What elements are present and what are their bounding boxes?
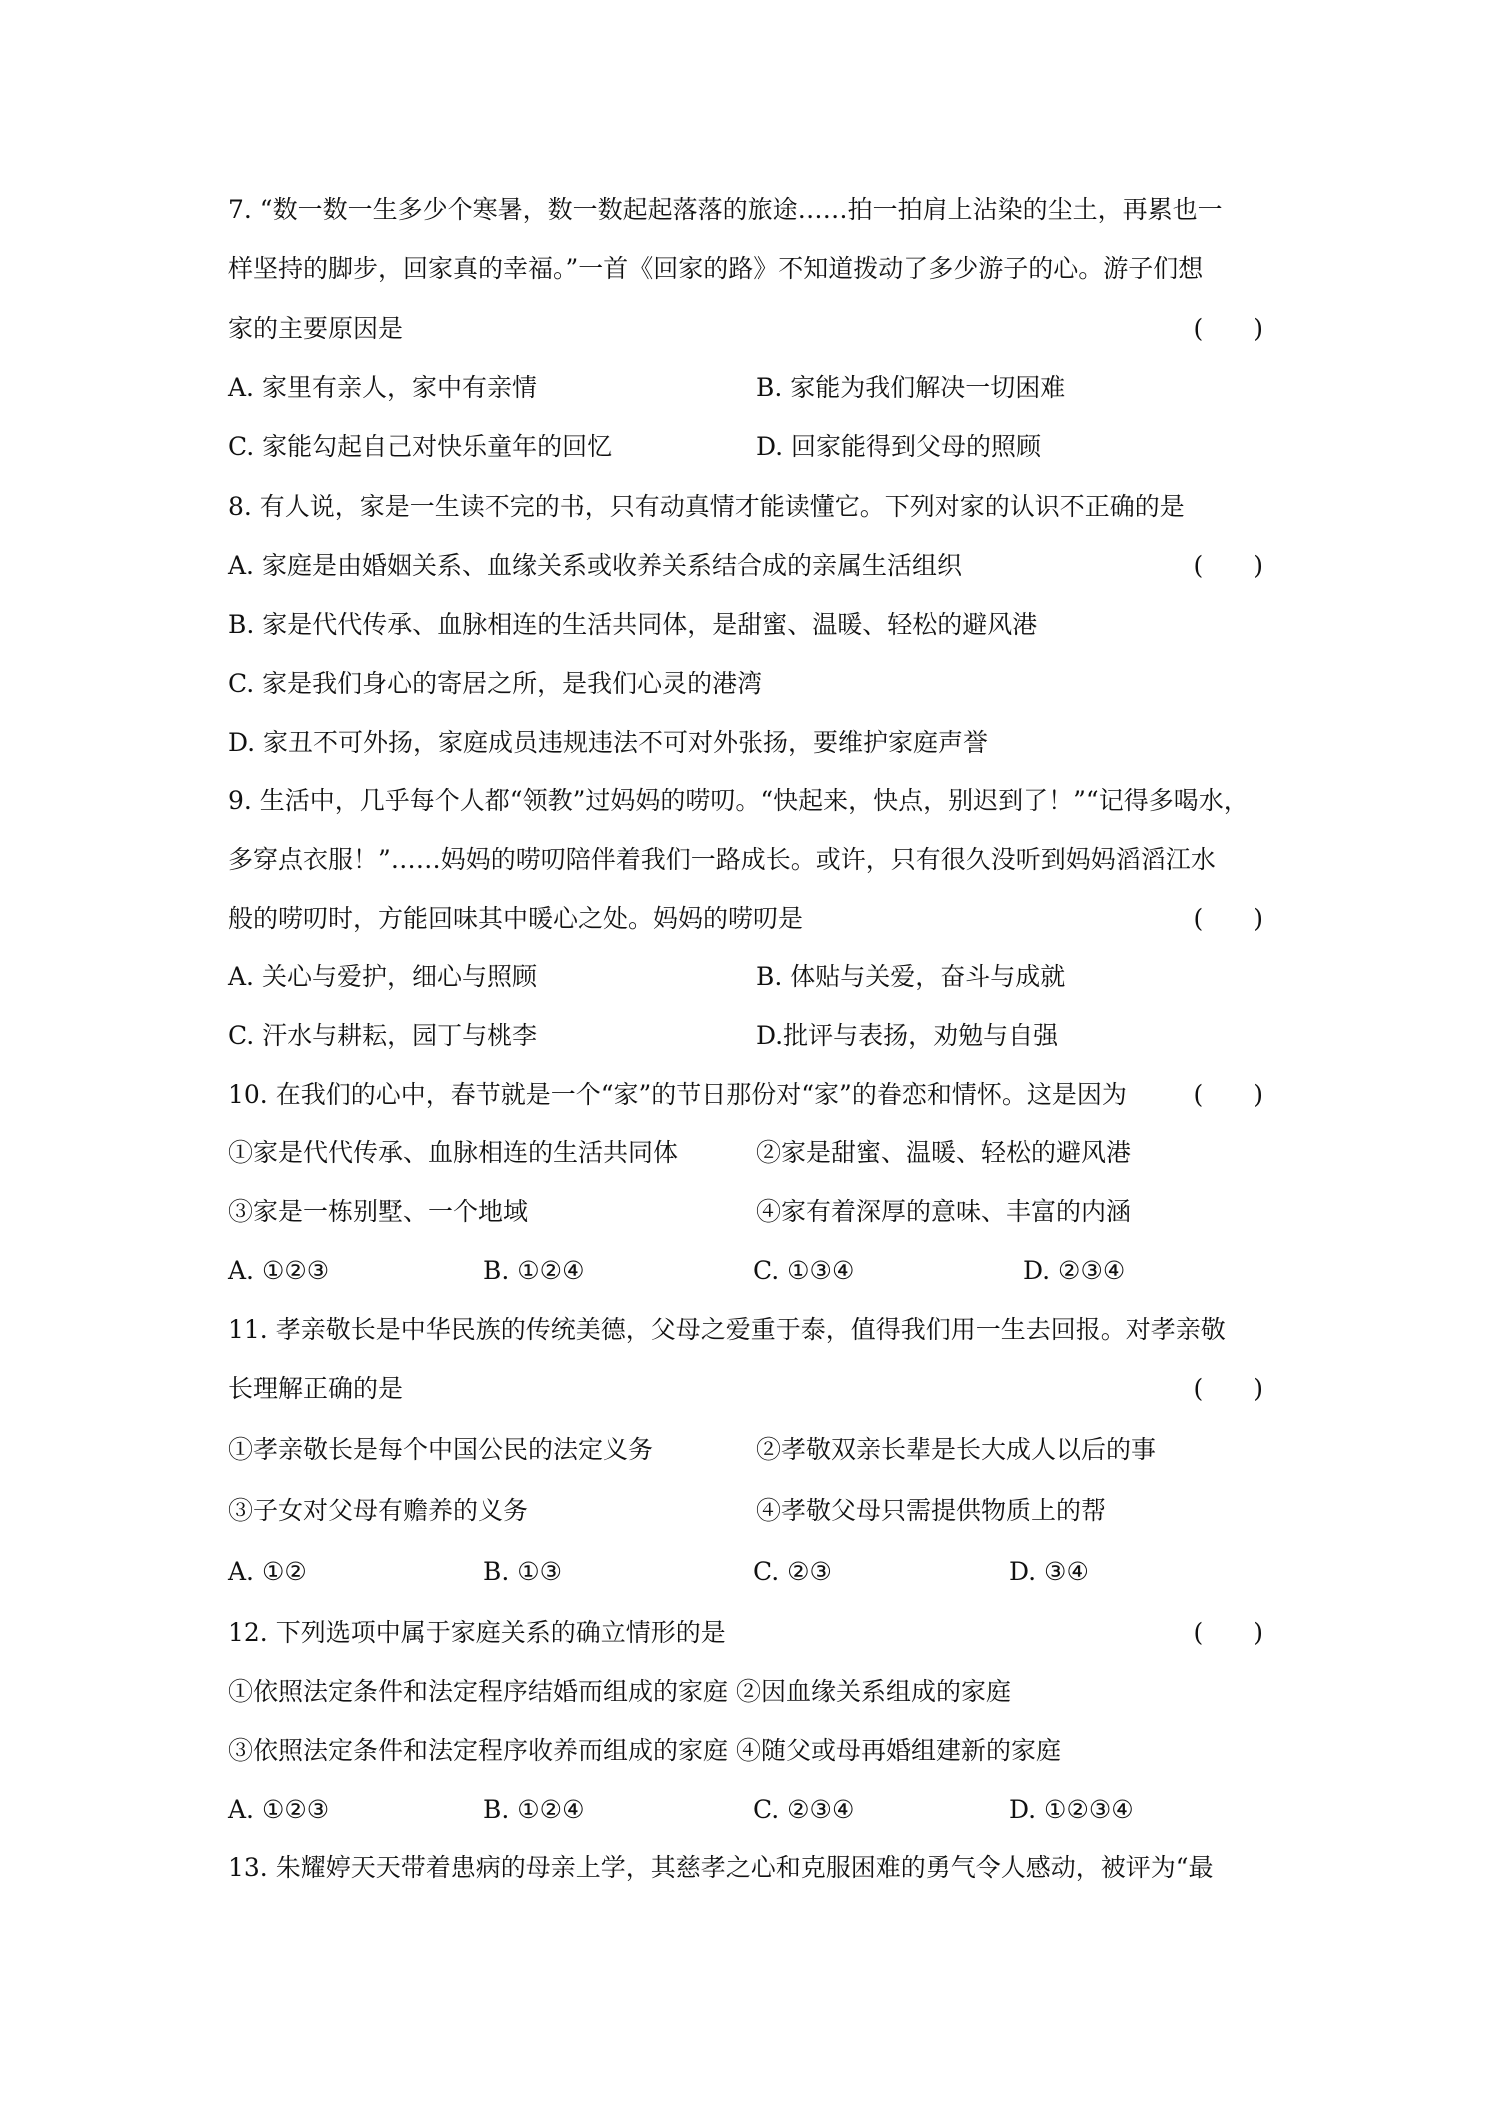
q7-answer-blank: ( ) [1193, 314, 1263, 343]
q9-option-c: C. 汗水与耕耘，园丁与桃李 [228, 1021, 538, 1050]
q12-option-d: D. ①②③④ [1009, 1795, 1134, 1824]
q11-items-row-1 [228, 1430, 1263, 1470]
q9-options-row-2 [228, 1016, 1263, 1056]
q10-items-row-1 [228, 1133, 1263, 1173]
q11-stem-line-1: 11. 孝亲敬长是中华民族的传统美德，父母之爱重于泰，值得我们用一生去回报。对孝亲敬 [228, 1315, 1226, 1344]
q10-items-row-2 [228, 1192, 1263, 1232]
q10-stem-line [228, 1075, 1263, 1115]
q11-item-3: ③子女对父母有赡养的义务 [228, 1496, 529, 1525]
q10-answer-blank: ( ) [1193, 1080, 1263, 1109]
q11-stem-line-2 [228, 1369, 1263, 1409]
q7-option-b: B. 家能为我们解决一切困难 [756, 373, 1066, 402]
q12-option-a: A. ①②③ [228, 1795, 330, 1824]
q7-stem-line-3 [228, 309, 1263, 349]
q7-option-a: A. 家里有亲人，家中有亲情 [228, 373, 537, 402]
q9-options-row-1 [228, 957, 1263, 997]
q7-option-c: C. 家能勾起自己对快乐童年的回忆 [228, 432, 613, 461]
q10-option-b: B. ①②④ [483, 1256, 585, 1285]
q11-option-c: C. ②③ [753, 1557, 832, 1586]
q9-stem-line-3 [228, 899, 1263, 939]
q9-option-d: D.批评与表扬，劝勉与自强 [756, 1021, 1059, 1050]
q9-option-b: B. 体贴与关爱，奋斗与成就 [756, 962, 1066, 991]
q9-stem-text: 般的唠叨时，方能回味其中暖心之处。妈妈的唠叨是 [228, 904, 804, 933]
q12-answer-blank: ( ) [1193, 1618, 1263, 1647]
q8-stem: 8. 有人说，家是一生读不完的书，只有动真情才能读懂它。下列对家的认识不正确的是 [228, 492, 1185, 521]
q8-option-d: D. 家丑不可外扬，家庭成员违规违法不可对外张扬，要维护家庭声誉 [228, 728, 989, 757]
q10-option-d: D. ②③④ [1023, 1256, 1126, 1285]
q11-item-1: ①孝亲敬长是每个中国公民的法定义务 [228, 1435, 654, 1464]
q12-options-row [228, 1790, 1263, 1830]
q11-stem-text: 长理解正确的是 [228, 1374, 404, 1403]
q10-options-row [228, 1251, 1263, 1291]
q9-option-a: A. 关心与爱护，细心与照顾 [228, 962, 537, 991]
q13-stem: 13. 朱耀婷天天带着患病的母亲上学，其慈孝之心和克服困难的勇气令人感动，被评为“最 [228, 1853, 1214, 1882]
q7-options-row-2 [228, 427, 1263, 467]
q9-stem-line-2: 多穿点衣服！”……妈妈的唠叨陪伴着我们一路成长。或许，只有很久没听到妈妈滔滔江水 [228, 845, 1216, 874]
q9-answer-blank: ( ) [1193, 904, 1263, 933]
q10-item-4: ④家有着深厚的意味、丰富的内涵 [756, 1197, 1132, 1226]
q10-item-3: ③家是一栋别墅、一个地域 [228, 1197, 529, 1226]
q9-stem-line-1: 9. 生活中，几乎每个人都“领教”过妈妈的唠叨。“快起来，快点，别迟到了！”“记得多喝水， [228, 786, 1249, 815]
q12-option-b: B. ①②④ [483, 1795, 585, 1824]
q8-option-b: B. 家是代代传承、血脉相连的生活共同体，是甜蜜、温暖、轻松的避风港 [228, 610, 1038, 639]
q8-answer-blank: ( ) [1193, 551, 1263, 580]
q7-options-row-1 [228, 368, 1263, 408]
q8-option-c: C. 家是我们身心的寄居之所，是我们心灵的港湾 [228, 669, 763, 698]
q10-item-2: ②家是甜蜜、温暖、轻松的避风港 [756, 1138, 1132, 1167]
q12-item-line-2: ③依照法定条件和法定程序收养而组成的家庭 ④随父或母再婚组建新的家庭 [228, 1736, 1061, 1765]
q7-stem-text: 家的主要原因是 [228, 314, 404, 343]
q8-option-a: A. 家庭是由婚姻关系、血缘关系或收养关系结合成的亲属生活组织 [228, 551, 962, 580]
q11-items-row-2 [228, 1491, 1263, 1531]
q12-item-line-1: ①依照法定条件和法定程序结婚而组成的家庭 ②因血缘关系组成的家庭 [228, 1677, 1011, 1706]
q7-stem-line-2: 样坚持的脚步，回家真的幸福。”一首《回家的路》不知道拨动了多少游子的心。游子们想 [228, 254, 1204, 283]
q11-answer-blank: ( ) [1193, 1374, 1263, 1403]
q12-stem-line [228, 1613, 1263, 1653]
q10-option-a: A. ①②③ [228, 1256, 330, 1285]
q12-stem: 12. 下列选项中属于家庭关系的确立情形的是 [228, 1618, 726, 1647]
q8-option-a-line [228, 546, 1263, 586]
q11-option-d: D. ③④ [1009, 1557, 1089, 1586]
q11-options-row [228, 1552, 1263, 1592]
q10-option-c: C. ①③④ [753, 1256, 855, 1285]
q12-option-c: C. ②③④ [753, 1795, 855, 1824]
q11-option-a: A. ①② [228, 1557, 307, 1586]
q7-option-d: D. 回家能得到父母的照顾 [756, 432, 1042, 461]
q7-stem-line-1: 7. “数一数一生多少个寒暑，数一数起起落落的旅途……拍一拍肩上沾染的尘土，再累也一 [228, 195, 1223, 224]
q11-item-2: ②孝敬双亲长辈是长大成人以后的事 [756, 1435, 1157, 1464]
q10-item-1: ①家是代代传承、血脉相连的生活共同体 [228, 1138, 679, 1167]
q10-stem: 10. 在我们的心中，春节就是一个“家”的节日那份对“家”的眷恋和情怀。这是因为 [228, 1080, 1127, 1109]
q11-option-b: B. ①③ [483, 1557, 563, 1586]
q11-item-4: ④孝敬父母只需提供物质上的帮 [756, 1496, 1107, 1525]
